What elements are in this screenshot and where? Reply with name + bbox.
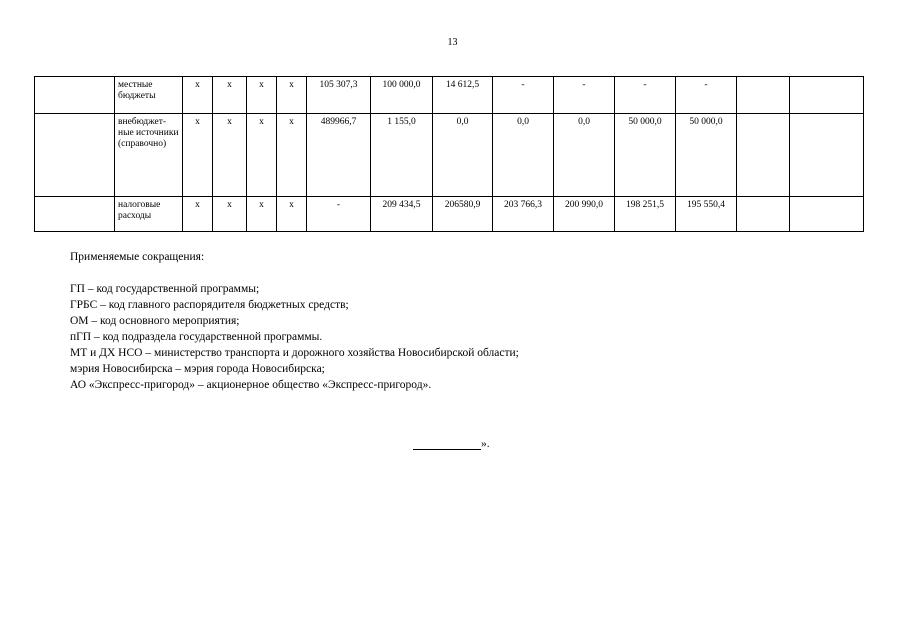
table-cell: 0,0	[554, 114, 615, 197]
empty-cell	[35, 114, 115, 197]
table-cell: х	[183, 197, 213, 232]
abbreviation-item: мэрия Новосибирска – мэрия города Новосибирска;	[70, 363, 325, 375]
table-cell: -	[615, 77, 676, 114]
table-cell	[737, 114, 790, 197]
table-cell: 14 612,5	[433, 77, 493, 114]
empty-cell	[35, 77, 115, 114]
table-cell: х	[247, 77, 277, 114]
abbreviation-item: ОМ – код основного мероприятия;	[70, 315, 240, 327]
abbreviation-item: АО «Экспресс-пригород» – акционерное общество «Экспресс-пригород».	[70, 379, 432, 391]
table-cell: х	[277, 77, 307, 114]
empty-cell	[35, 197, 115, 232]
budget-table	[34, 76, 864, 232]
table-cell: 209 434,5	[371, 197, 433, 232]
row-label: местные бюджеты	[115, 77, 183, 114]
page-number: 13	[447, 37, 458, 48]
table-cell: 1 155,0	[371, 114, 433, 197]
table-cell: 50 000,0	[615, 114, 676, 197]
table-cell: 489966,7	[307, 114, 371, 197]
table-cell: 195 550,4	[676, 197, 737, 232]
table-cell: х	[247, 114, 277, 197]
closing-mark	[413, 437, 490, 450]
table-cell: 206580,9	[433, 197, 493, 232]
table-cell: х	[213, 114, 247, 197]
table-cell: х	[277, 197, 307, 232]
table-row	[35, 114, 864, 197]
table-cell: 100 000,0	[371, 77, 433, 114]
table-cell	[737, 77, 790, 114]
table-cell	[737, 197, 790, 232]
table-cell: -	[307, 197, 371, 232]
table-cell: 203 766,3	[493, 197, 554, 232]
table-cell: х	[277, 114, 307, 197]
table-cell: х	[183, 114, 213, 197]
abbreviation-item: ГП – код государственной программы;	[70, 283, 260, 295]
table-cell	[790, 77, 864, 114]
abbreviation-item: МТ и ДХ НСО – министерство транспорта и дорожного хозяйства Новосибирской области;	[70, 347, 519, 359]
row-label: налоговые расходы	[115, 197, 183, 232]
table-cell: 200 990,0	[554, 197, 615, 232]
table-row	[35, 197, 864, 232]
table-cell	[790, 114, 864, 197]
table-row	[35, 77, 864, 114]
abbreviations-block	[70, 249, 519, 393]
signature-line	[413, 437, 481, 450]
table-cell: 105 307,3	[307, 77, 371, 114]
table-cell: х	[247, 197, 277, 232]
table-cell: х	[213, 197, 247, 232]
table-cell: -	[676, 77, 737, 114]
table-cell: х	[213, 77, 247, 114]
abbreviation-item: ГРБС – код главного распорядителя бюджетных средств;	[70, 299, 349, 311]
table-cell	[790, 197, 864, 232]
table-cell: 0,0	[433, 114, 493, 197]
table-cell: -	[493, 77, 554, 114]
table-cell: х	[183, 77, 213, 114]
abbreviation-item: пГП – код подраздела государственной программы.	[70, 331, 323, 343]
closing-quote: ».	[481, 438, 490, 450]
table-cell: -	[554, 77, 615, 114]
table-cell: 50 000,0	[676, 114, 737, 197]
abbreviations-heading: Применяемые сокращения:	[70, 251, 205, 263]
table-cell: 0,0	[493, 114, 554, 197]
row-label: внебюджет-ные источники (справочно)	[115, 114, 183, 197]
table-cell: 198 251,5	[615, 197, 676, 232]
